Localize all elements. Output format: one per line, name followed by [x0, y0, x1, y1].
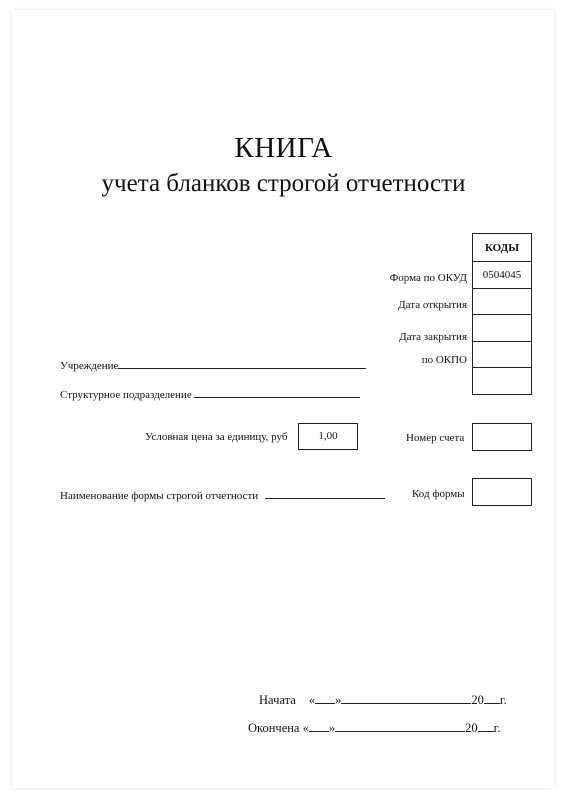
- ended-label: Окончена: [248, 721, 300, 735]
- extra-code-cell[interactable]: [473, 368, 532, 395]
- started-day-line[interactable]: [315, 693, 335, 704]
- form-name-label: Наименование формы строгой отчетности: [60, 490, 259, 502]
- account-value-box[interactable]: [472, 423, 532, 451]
- ended-quote-close: »: [328, 721, 336, 735]
- institution-label: Учреждение: [60, 360, 119, 372]
- subdivision-field: [60, 387, 360, 401]
- subdivision-line[interactable]: [194, 387, 360, 398]
- okud-label: Форма по ОКУД: [389, 272, 467, 284]
- okpo-code-cell[interactable]: [473, 341, 532, 368]
- form-code-label: Код формы: [412, 488, 465, 500]
- started-row: [259, 693, 507, 708]
- form-name-field: [60, 488, 385, 502]
- ended-day-line[interactable]: [309, 721, 329, 732]
- ended-month-line[interactable]: [335, 721, 465, 732]
- ended-year-line[interactable]: [478, 721, 494, 732]
- started-month-line[interactable]: [341, 693, 471, 704]
- okpo-label: по ОКПО: [421, 354, 467, 366]
- close-date-cell[interactable]: [473, 315, 532, 342]
- document-subtitle: учета бланков строгой отчетности: [101, 170, 466, 197]
- okud-code-cell[interactable]: 0504045: [473, 262, 532, 289]
- ended-quote-open: «: [302, 721, 309, 735]
- started-label: Начата: [259, 693, 296, 707]
- price-value-box[interactable]: 1,00: [298, 423, 358, 450]
- price-label: Условная цена за единицу, руб: [145, 431, 288, 443]
- ended-year-prefix: 20: [465, 721, 478, 735]
- started-quote-close: »: [335, 693, 342, 707]
- open-date-cell[interactable]: [473, 288, 532, 315]
- ended-row: [248, 721, 500, 736]
- started-year-suffix: г.: [499, 693, 507, 707]
- started-year-prefix: 20: [471, 693, 484, 707]
- started-quote-open: «: [308, 693, 316, 707]
- codes-table: [472, 233, 532, 395]
- form-code-box[interactable]: [472, 478, 532, 506]
- institution-line[interactable]: [118, 358, 366, 369]
- close-date-label: Дата закрытия: [399, 331, 467, 343]
- ended-year-suffix: г.: [493, 721, 501, 735]
- open-date-label: Дата открытия: [398, 299, 467, 311]
- document-title: КНИГА: [234, 132, 333, 164]
- started-year-line[interactable]: [484, 693, 500, 704]
- form-name-line[interactable]: [265, 488, 385, 499]
- institution-field: [60, 358, 366, 372]
- subdivision-label: Структурное подразделение: [60, 389, 192, 401]
- codes-header: КОДЫ: [473, 234, 532, 262]
- account-label: Номер счета: [406, 432, 465, 444]
